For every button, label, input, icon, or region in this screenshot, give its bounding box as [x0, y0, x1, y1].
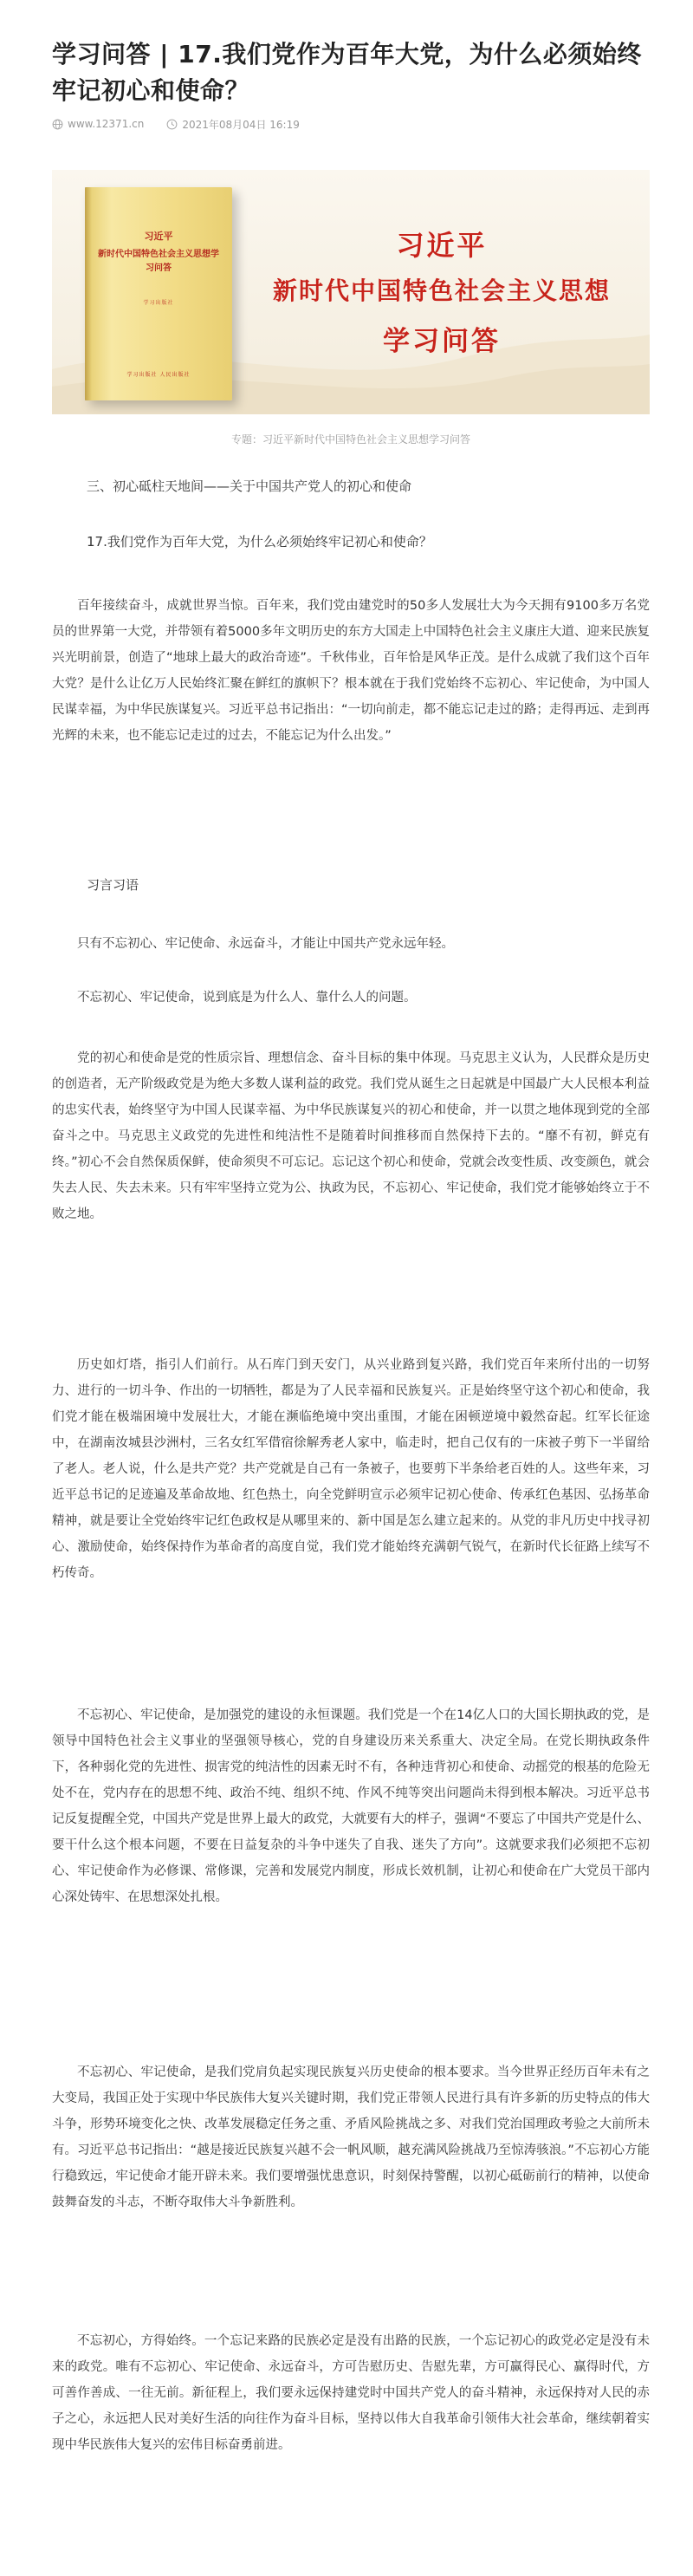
question-heading: 17.我们党作为百年大党，为什么必须始终牢记初心和使命？ [87, 534, 432, 550]
book-cover [85, 187, 232, 400]
section-heading: 三、初心砥柱天地间——关于中国共产党人的初心和使命 [87, 478, 412, 494]
book-author: 习近平 [144, 231, 173, 242]
paragraph-quote-2: 不忘初心、牢记使命，说到底是为什么人、靠什么人的问题。 [77, 991, 417, 1005]
paragraph-body-1: 党的初心和使命是党的性质宗旨、理想信念、奋斗目标的集中体现。马克思主义认为，人民群众是历史的创造者，无产阶级政党是为绝大多数人谋利益的政党。我们党从诞生之日起就是中国最广大人民根本利益的忠实代表，始终坚守为中国人民谋幸福、为中华民族谋复兴的初心和使命，并一以贯之地体现到党的全部奋斗之中。马克思主义政党的先进性和纯洁性不是随着时间推移而自然保持下去的。“靡不有初，鲜克有终。”初心不会自然保质保鲜，使命须臾不可忘记。忘记这个初心和使命，党就会改变性质、改变颜色，就会失去人民、失去未来。只有牢牢坚持立党为公、执政为民，不忘初心、牢记使命，我们党才能够始终立于不败之地。 [52, 1051, 650, 1221]
globe-icon [52, 119, 63, 130]
date-text: 2021年08月04日 16:19 [182, 118, 300, 131]
article-meta [52, 114, 322, 133]
clock-icon [166, 119, 178, 130]
quotes-subheading: 习言习语 [87, 877, 139, 893]
paragraph-body-4: 不忘初心、牢记使命，是我们党肩负起实现民族复兴历史使命的根本要求。当今世界正经历百年未有之大变局，我国正处于实现中华民族伟大复兴关键时期，我们党正带领人民进行具有许多新的历史特点的伟大斗争，形势环境变化之快、改革发展稳定任务之重、矛盾风险挑战之多、对我们党治国理政考验之大前所未有。习近平总书记指出：“越是接近民族复兴越不会一帆风顺，越充满风险挑战乃至惊涛骇浪。”不忘初心方能行稳致远，牢记使命才能开辟未来。我们要增强忧患意识，时刻保持警醒，以初心砥砺前行的精神，以使命鼓舞奋发的斗志，不断夺取伟大斗争新胜利。 [52, 2065, 650, 2209]
book-series: 学习出版社 [143, 300, 174, 306]
book-spine [85, 187, 92, 400]
paragraph-body-3: 不忘初心、牢记使命，是加强党的建设的永恒课题。我们党是一个在14亿人口的大国长期执政的党，是领导中国特色社会主义事业的坚强领导核心，党的自身建设历来关系重大、决定全局。在党长期执政条件下，各种弱化党的先进性、损害党的纯洁性的因素无时不有，各种违背初心和使命、动摇党的根基的危险无处不在，党内存在的思想不纯、政治不纯、组织不纯、作风不纯等突出问题尚未得到根本解决。习近平总书记反复提醒全党，中国共产党是世界上最大的政党，大就要有大的样子，强调“不要忘了中国共产党是什么、要干什么这个根本问题，不要在日益复杂的斗争中迷失了自我、迷失了方向”。这就要求我们必须把不忘初心、牢记使命作为必修课、常修课，完善和发展党内制度，形成长效机制，让初心和使命在广大党员干部内心深处铸牢、在思想深处扎根。 [52, 1708, 650, 1904]
book-publisher: 学习出版社 人民出版社 [126, 372, 191, 378]
banner-image [52, 170, 650, 414]
banner-title-line2: 新时代中国特色社会主义思想 [272, 276, 611, 305]
banner-title-line3: 学习问答 [383, 326, 501, 357]
source-link[interactable] [52, 118, 144, 130]
paragraph-quote-1: 只有不忘初心、牢记使命、永远奋斗，才能让中国共产党永远年轻。 [77, 937, 454, 951]
article-title: 学习问答 | 17.我们党作为百年大党，为什么必须始终牢记初心和使命？ [52, 40, 642, 105]
paragraph-body-5: 不忘初心，方得始终。一个忘记来路的民族必定是没有出路的民族，一个忘记初心的政党必定是没有未来的政党。唯有不忘初心、牢记使命、永远奋斗，方可告慰历史、告慰先辈，方可赢得民心、赢得时代，方可善作善成、一往无前。新征程上，我们要永远保持建党时中国共产党人的奋斗精神，永远保持对人民的赤子之心，永远把人民对美好生活的向往作为奋斗目标，坚持以伟大自我革命引领伟大社会革命，继续朝着实现中华民族伟大复兴的宏伟目标奋勇前进。 [52, 2334, 650, 2452]
source-text: www.12371.cn [68, 118, 145, 130]
book-title: 新时代中国特色社会主义思想学习问答 [98, 250, 219, 273]
publish-date [166, 117, 299, 132]
image-caption: 专题：习近平新时代中国特色社会主义思想学习问答 [230, 433, 470, 446]
banner-title-line1: 习近平 [396, 229, 488, 262]
paragraph-intro: 百年接续奋斗，成就世界当惊。百年来，我们党由建党时的50多人发展壮大为今天拥有9100多万名党员的世界第一大党，并带领有着5000多年文明历史的东方大国走上中国特色社会主义康庄大道、迎来民族复兴光明前景，创造了“地球上最大的政治奇迹”。千秋伟业，百年恰是风华正茂。是什么成就了我们这个百年大党？是什么让亿万人民始终汇聚在鲜红的旗帜下？根本就在于我们党始终不忘初心、牢记使命，为中国人民谋幸福，为中华民族谋复兴。习近平总书记指出：“一切向前走，都不能忘记走过的路；走得再远、走到再光辉的未来，也不能忘记走过的过去，不能忘记为什么出发。” [52, 599, 650, 743]
paragraph-body-2: 历史如灯塔，指引人们前行。从石库门到天安门，从兴业路到复兴路，我们党百年来所付出的一切努力、进行的一切斗争、作出的一切牺牲，都是为了人民幸福和民族复兴。正是始终坚守这个初心和使命，我们党才能在极端困境中发展壮大，才能在濒临绝境中突出重围，才能在困顿逆境中毅然奋起。红军长征途中，在湖南汝城县沙洲村，三名女红军借宿徐解秀老人家中，临走时，把自己仅有的一床被子剪下一半留给了老人。老人说，什么是共产党？共产党就是自己有一条被子，也要剪下半条给老百姓的人。这些年来，习近平总书记的足迹遍及革命故地、红色热土，向全党鲜明宣示必须牢记初心使命、传承红色基因、弘扬革命精神，就是要让全党始终牢记红色政权是从哪里来的、新中国是怎么建立起来的。从党的非凡历史中找寻初心、激励使命，始终保持作为革命者的高度自觉，我们党才能始终充满朝气锐气，在新时代长征路上续写不朽传奇。 [52, 1358, 650, 1580]
